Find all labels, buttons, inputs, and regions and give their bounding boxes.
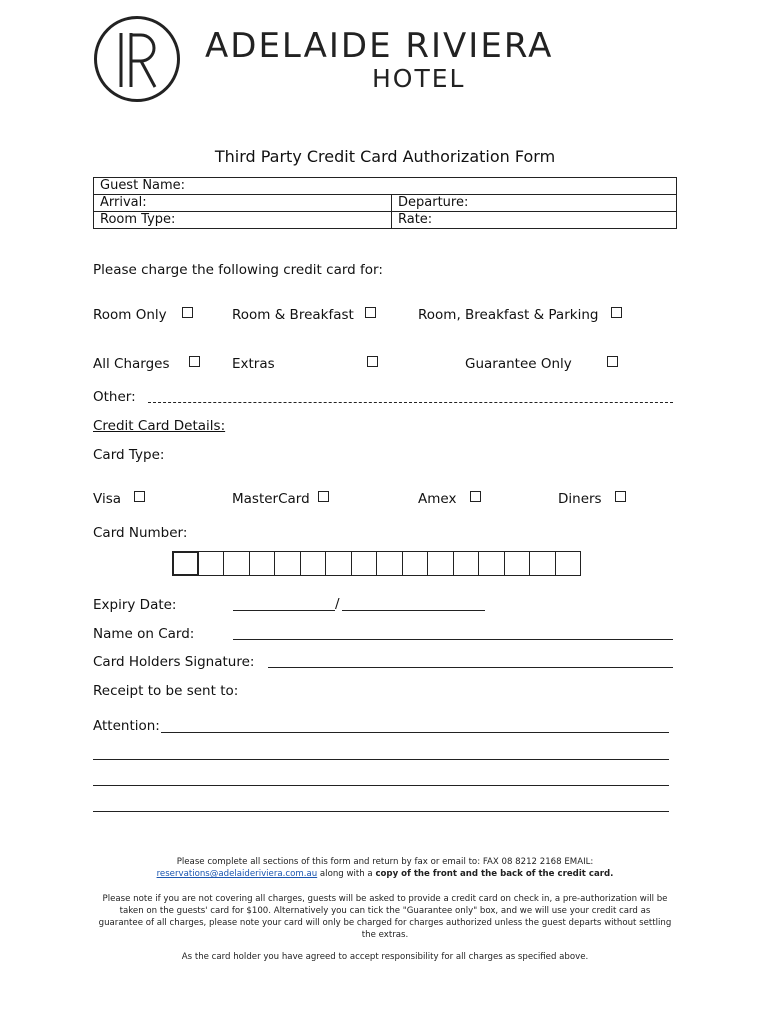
name-on-card-label: Name on Card: xyxy=(93,626,195,642)
guest-info-table xyxy=(93,177,677,229)
footer-instructions xyxy=(98,856,672,880)
guarantee-only-checkbox[interactable] xyxy=(607,356,618,367)
name-on-card-line[interactable] xyxy=(233,639,673,640)
arrival-field[interactable]: Arrival: xyxy=(94,195,392,212)
logo-monogram-icon xyxy=(97,19,177,99)
option-guarantee-only-label: Guarantee Only xyxy=(465,356,572,372)
footer-note: Please note if you are not covering all charges, guests will be asked to provide a credit card on check in, a pre-authorization will be taken on the guests' card for $100. Alternatively you can tick the "Guarantee only" box, and we will use your credit card as guarantee of all charges, please note your card will only be charged for charges authorized unless the guest departs without settling the extras. xyxy=(98,894,672,940)
footer-line-2-mid: along with a xyxy=(317,869,376,879)
other-input-line[interactable] xyxy=(148,402,673,403)
card-digit-box[interactable] xyxy=(274,551,301,576)
footer-agreement: As the card holder you have agreed to accept responsibility for all charges as specified above. xyxy=(181,952,589,962)
email-link[interactable]: reservations@adelaideriviera.com.au xyxy=(156,869,318,879)
expiry-year-line[interactable] xyxy=(342,610,485,611)
card-digit-box[interactable] xyxy=(300,551,327,576)
card-digit-box[interactable] xyxy=(351,551,378,576)
attention-line[interactable] xyxy=(161,732,669,733)
address-line[interactable] xyxy=(93,759,669,760)
signature-label: Card Holders Signature: xyxy=(93,654,255,670)
diners-checkbox[interactable] xyxy=(615,491,626,502)
charge-intro: Please charge the following credit card for: xyxy=(93,262,383,278)
card-digit-box[interactable] xyxy=(249,551,276,576)
card-digit-box[interactable] xyxy=(453,551,480,576)
footer-bold-note: copy of the front and the back of the credit card. xyxy=(375,869,614,879)
expiry-month-line[interactable] xyxy=(233,610,335,611)
logo-wordmark-name: ADELAIDE RIVIERA xyxy=(205,26,554,66)
all-charges-checkbox[interactable] xyxy=(189,356,200,367)
card-digit-box[interactable] xyxy=(427,551,454,576)
logo-wordmark-hotel: HOTEL xyxy=(372,64,466,93)
table-row xyxy=(94,195,677,212)
address-line[interactable] xyxy=(93,785,669,786)
option-room-breakfast-parking-label: Room, Breakfast & Parking xyxy=(418,307,599,323)
amex-checkbox[interactable] xyxy=(470,491,481,502)
card-type-diners-label: Diners xyxy=(558,491,602,507)
room-breakfast-checkbox[interactable] xyxy=(365,307,376,318)
hotel-logo-emblem xyxy=(94,16,180,102)
option-all-charges-label: All Charges xyxy=(93,356,170,372)
card-digit-box[interactable] xyxy=(223,551,250,576)
card-number-boxes[interactable] xyxy=(172,551,581,576)
option-extras-label: Extras xyxy=(232,356,275,372)
card-number-label: Card Number: xyxy=(93,525,188,541)
card-type-visa-label: Visa xyxy=(93,491,121,507)
card-digit-box[interactable] xyxy=(376,551,403,576)
footer-line-2 xyxy=(98,868,672,880)
card-digit-box[interactable] xyxy=(198,551,225,576)
card-digit-box[interactable] xyxy=(402,551,429,576)
receipt-label: Receipt to be sent to: xyxy=(93,683,239,699)
expiry-label: Expiry Date: xyxy=(93,597,177,613)
card-type-mastercard-label: MasterCard xyxy=(232,491,310,507)
other-label: Other: xyxy=(93,389,136,405)
room-only-checkbox[interactable] xyxy=(182,307,193,318)
card-digit-box[interactable] xyxy=(478,551,505,576)
expiry-separator: / xyxy=(335,596,340,612)
departure-field[interactable]: Departure: xyxy=(392,195,677,212)
card-digit-box[interactable] xyxy=(172,551,199,576)
room-breakfast-parking-checkbox[interactable] xyxy=(611,307,622,318)
form-title: Third Party Credit Card Authorization Form xyxy=(214,147,556,166)
card-type-label: Card Type: xyxy=(93,447,165,463)
card-digit-box[interactable] xyxy=(555,551,582,576)
table-row xyxy=(94,178,677,195)
address-line[interactable] xyxy=(93,811,669,812)
option-room-breakfast-label: Room & Breakfast xyxy=(232,307,354,323)
card-digit-box[interactable] xyxy=(529,551,556,576)
card-digit-box[interactable] xyxy=(325,551,352,576)
rate-field[interactable]: Rate: xyxy=(392,212,677,229)
mastercard-checkbox[interactable] xyxy=(318,491,329,502)
room-type-field[interactable]: Room Type: xyxy=(94,212,392,229)
card-digit-box[interactable] xyxy=(504,551,531,576)
card-type-amex-label: Amex xyxy=(418,491,457,507)
visa-checkbox[interactable] xyxy=(134,491,145,502)
footer-line-1: Please complete all sections of this form and return by fax or email to: FAX 08 8212 2168 EMAIL: xyxy=(176,857,594,867)
table-row xyxy=(94,212,677,229)
signature-line[interactable] xyxy=(268,667,673,668)
option-room-only-label: Room Only xyxy=(93,307,167,323)
attention-label: Attention: xyxy=(93,718,160,734)
extras-checkbox[interactable] xyxy=(367,356,378,367)
guest-name-field[interactable]: Guest Name: xyxy=(94,178,677,195)
card-details-heading: Credit Card Details: xyxy=(93,418,226,434)
